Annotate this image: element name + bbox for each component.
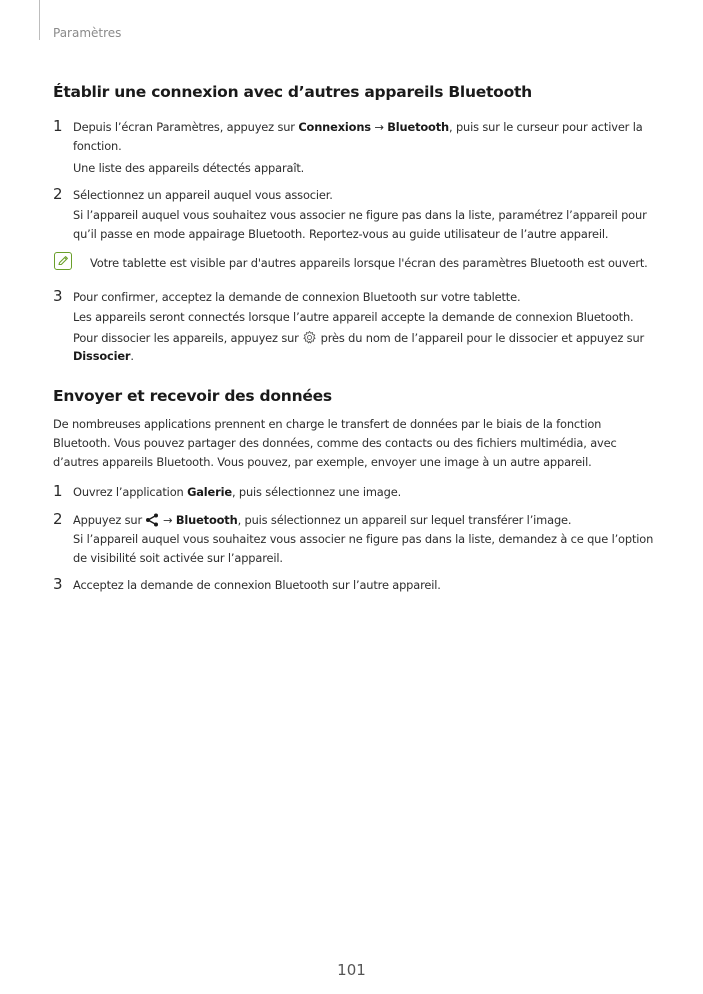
step-text: Acceptez la demande de connexion Bluetooth sur l’autre appareil. xyxy=(73,578,441,592)
intro-text: Bluetooth. Vous pouvez partager des données, comme des contacts ou des fichiers multimédia, avec xyxy=(53,436,617,450)
menu-connexions: Connexions xyxy=(298,120,371,134)
intro-text: d’autres appareils Bluetooth. Vous pouvez, par exemple, envoyer une image à un autre appareil. xyxy=(53,455,592,469)
step-text: Si l’appareil auquel vous souhaitez vous associer ne figure pas dans la liste, paramétrez l’appareil pour xyxy=(73,208,647,222)
step-text: Si l’appareil auquel vous souhaitez vous associer ne figure pas dans la liste, demandez à ce que l’option xyxy=(73,532,654,546)
step-text: Pour confirmer, acceptez la demande de connexion Bluetooth sur votre tablette. xyxy=(73,290,521,304)
note-icon xyxy=(54,252,72,270)
step-number: 1 xyxy=(53,482,63,500)
menu-dissocier: Dissocier xyxy=(73,349,131,363)
header-divider xyxy=(39,0,40,40)
section-header-label: Paramètres xyxy=(53,26,122,40)
step-number: 3 xyxy=(53,287,63,305)
note-text: Votre tablette est visible par d'autres appareils lorsque l'écran des paramètres Bluetooth est ouvert. xyxy=(90,256,648,270)
step-number: 1 xyxy=(53,117,63,135)
step-text: Dissocier. xyxy=(73,349,134,363)
step-number: 2 xyxy=(53,510,63,528)
gear-icon xyxy=(302,330,317,349)
step-text: Depuis l’écran Paramètres, appuyez sur Connexions → Bluetooth, puis sur le curseur pour activer la xyxy=(73,120,643,134)
intro-text: De nombreuses applications prennent en charge le transfert de données par le biais de la fonction xyxy=(53,417,602,431)
step-text: fonction. xyxy=(73,139,122,153)
step-text: Les appareils seront connectés lorsque l’autre appareil accepte la demande de connexion Bluetooth. xyxy=(73,310,634,324)
step-text: Une liste des appareils détectés apparaît. xyxy=(73,161,305,175)
step-text: Sélectionnez un appareil auquel vous associer. xyxy=(73,188,333,202)
page-number: 101 xyxy=(337,961,366,979)
menu-bluetooth-share: Bluetooth xyxy=(175,513,238,527)
step-text: Ouvrez l’application Galerie, puis sélectionnez une image. xyxy=(73,485,402,499)
step-number: 3 xyxy=(53,575,63,593)
share-icon xyxy=(145,513,159,531)
menu-bluetooth: Bluetooth xyxy=(387,120,449,134)
step-number: 2 xyxy=(53,185,63,203)
step-text: qu’il passe en mode appairage Bluetooth. Reportez-vous au guide utilisateur de l’autre appareil. xyxy=(73,227,609,241)
section-title-send-receive: Envoyer et recevoir des données xyxy=(53,387,332,405)
step-text: Appuyez sur → Bluetooth, puis sélectionnez un appareil sur lequel transférer l’image. xyxy=(73,513,571,531)
step-text: Pour dissocier les appareils, appuyez sur près du nom de l’appareil pour le dissocier et appuyez sur xyxy=(73,330,644,349)
step-text: de visibilité soit activée sur l’appareil. xyxy=(73,551,283,565)
section-title-connect: Établir une connexion avec d’autres appareils Bluetooth xyxy=(53,83,532,101)
app-galerie: Galerie xyxy=(187,485,232,499)
